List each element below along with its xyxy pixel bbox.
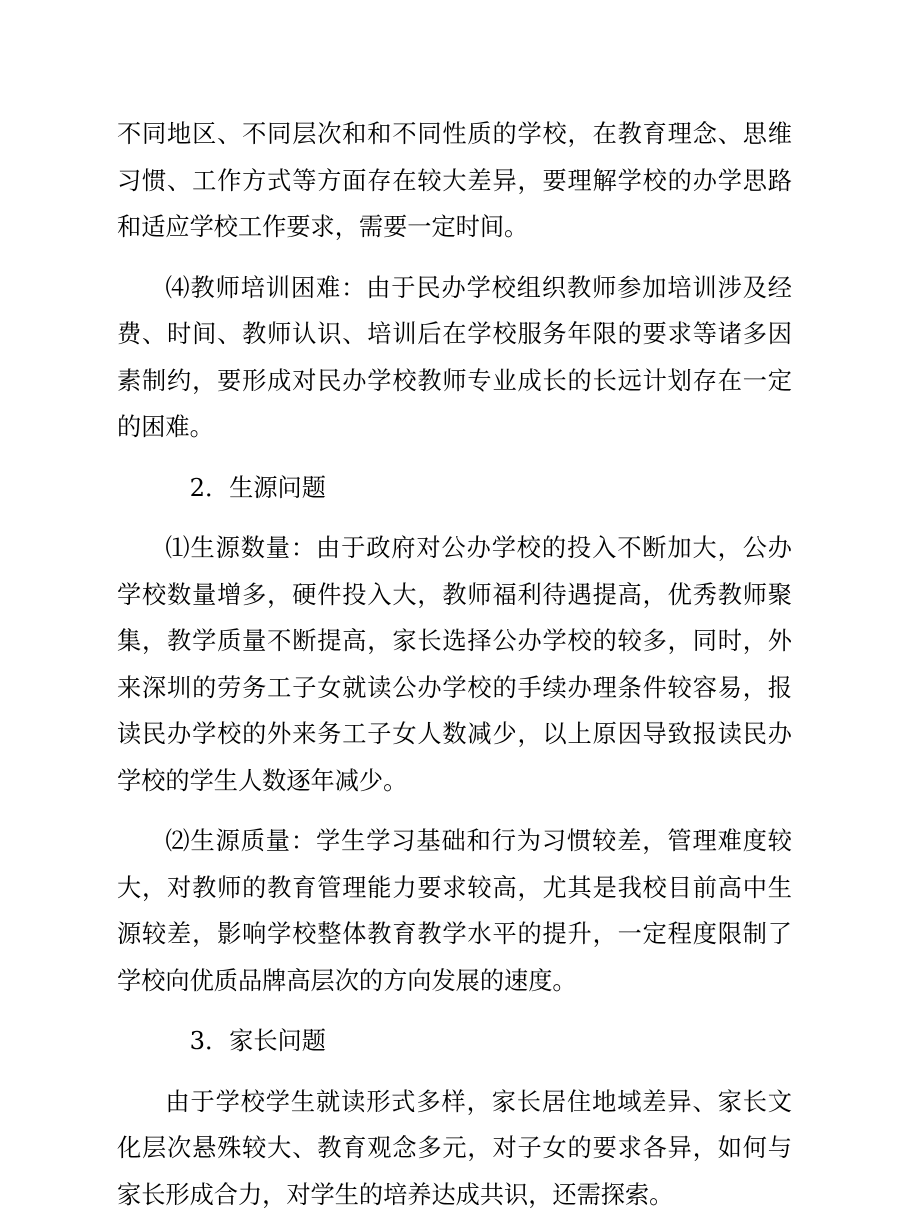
document-body	[117, 111, 792, 1232]
section-heading-parents: 3．家长问题	[189, 1027, 326, 1055]
paragraph-student-quality: ⑵生源质量：学生学习基础和行为习惯较差，管理难度较大，对教师的教育管理能力要求较高，尤其是我校目前高中生源较差，影响学校整体教育教学水平的提升，一定程度限制了学校向优质品牌高层次的方向发展的速度。	[117, 827, 792, 995]
paragraph-continuation: 不同地区、不同层次和和不同性质的学校，在教育理念、思维习惯、工作方式等方面存在较大差异，要理解学校的办学思路和适应学校工作要求，需要一定时间。	[117, 120, 792, 241]
section-heading-student-source: 2．生源问题	[189, 473, 326, 502]
paragraph-teacher-training: ⑷教师培训困难：由于民办学校组织教师参加培训涉及经费、时间、教师认识、培训后在学校服务年限的要求等诸多因素制约，要形成对民办学校教师专业成长的长远计划存在一定的困难。	[117, 273, 792, 441]
paragraph-student-quantity: ⑴生源数量：由于政府对公办学校的投入不断加大，公办学校数量增多，硬件投入大，教师福利待遇提高，优秀教师聚集，教学质量不断提高，家长选择公办学校的较多，同时，外来深圳的劳务工子女就读公办学校的手续办理条件较容易，报读民办学校的外来务工子女人数减少，以上原因导致报读民办学校的学生人数逐年减少。	[117, 534, 792, 795]
paragraph-parents: 由于学校学生就读形式多样，家长居住地域差异、家长文化层次悬殊较大、教育观念多元，对子女的要求各异，如何与家长形成合力，对学生的培养达成共识，还需探索。	[117, 1087, 792, 1209]
